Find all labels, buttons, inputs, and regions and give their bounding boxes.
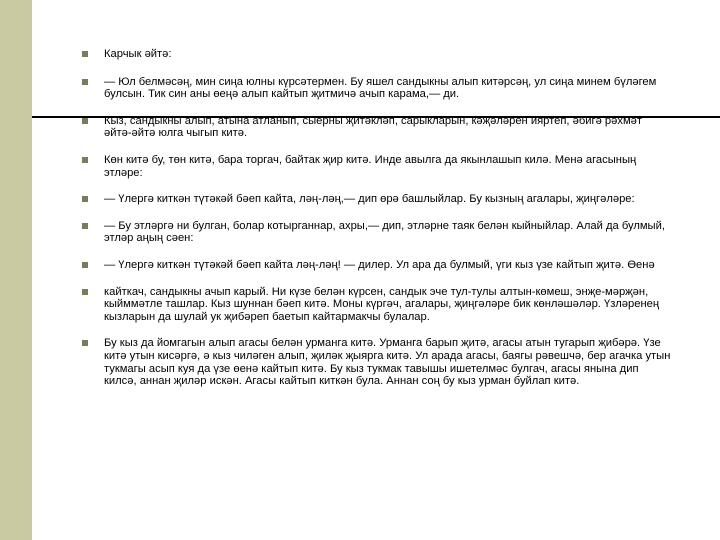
bullet-item-5: [82, 193, 672, 206]
square-bullet-icon: [82, 262, 88, 268]
square-bullet-icon: [82, 79, 88, 85]
bullet-item-6: [82, 220, 672, 245]
bullet-text: Карчык әйтә:: [104, 48, 172, 60]
bullet-text: кайткач, сандыкны ачып карый. Ни күзе белән күрсен, сандык эче тул-тулы алтын-көмеш, энҗе-мәрҗән, кыйммәтле ташлар. Кыз шуннан бәеп китә. Моны күргәч, агалары, җиңгәләре бик көнләшәләр. Үзләренең кызларын да шулай ук җибәреп баетып кайтармакчы булалар.: [104, 285, 660, 323]
square-bullet-icon: [82, 51, 88, 57]
bullet-item-7: [82, 259, 672, 272]
square-bullet-icon: [82, 223, 88, 229]
bullet-item-3: [82, 115, 672, 140]
bullet-text: Көн китә бу, төн китә, бара торгач, байтак җир китә. Инде авылга да якынлашып килә. Менә агасының этләре:: [104, 153, 637, 179]
square-bullet-icon: [82, 196, 88, 202]
bullet-text: — Юл белмәсәң, мин сиңа юлны күрсәтермен. Бу яшел сандыкны алып китәрсәң, ул сиңа минем бүләгем булсын. Тик син аны өеңә алып кайтып җитмичә ачып карама,— ди.: [104, 75, 657, 101]
bullet-text: — Үлергә киткән түтәкәй бәеп кайта ләң-ләң! — дилер. Ул ара да булмый, үги кыз үзе кайтып җитә. Өенә: [104, 258, 655, 271]
bullet-text: — Үлергә киткән түтәкәй бәеп кайта, ләң-ләң,— дип өрә башлыйлар. Бу кызның агалары, җиңгәләре:: [104, 193, 635, 206]
bullet-item-2: [82, 76, 672, 101]
square-bullet-icon: [82, 289, 88, 295]
square-bullet-icon: [82, 157, 88, 163]
bullet-item-8: [82, 286, 672, 324]
square-bullet-icon: [82, 340, 88, 346]
left-accent-bar: [0, 0, 32, 540]
bullet-text: — Бу этләргә ни булган, болар котырганнар, ахры,— дип, этләрне таяк белән кыйныйлар. Алай да булмый, этләр аңың сәен:: [104, 219, 665, 245]
bullet-text: Бу кыз да йомгагын алып агасы белән урманга китә. Урманга барып җитә, агасы атын тугарып җибәрә. Үзе китә утын кисәргә, ә кыз чиләген алып, җиләк җыярга китә. Ул арада агасы, баягы рәвешчә, бер агачка утын тукмагы асып куя да үзе өенә кайтып китә. Бу кыз тукмак тавышы ишетелмәс булгач, агасы янына дип килсә, аннан җиләр искән. Агасы кайтып киткән була. Аннан соң бу кыз урман буйлап китә.: [104, 337, 671, 388]
bullet-text: Кыз, сандыкны алып, атына атланып, сыерны җитәкләп, сарыкларын, кәҗәләрен ияртеп, әбигә рәхмәт әйтә-әйтә юлга чыгып китә.: [104, 114, 642, 140]
bullet-item-4: [82, 154, 672, 179]
square-bullet-icon: [82, 118, 88, 124]
bullet-item-1: [82, 48, 672, 61]
slide-body: [82, 48, 672, 402]
bullet-item-9: [82, 337, 672, 387]
